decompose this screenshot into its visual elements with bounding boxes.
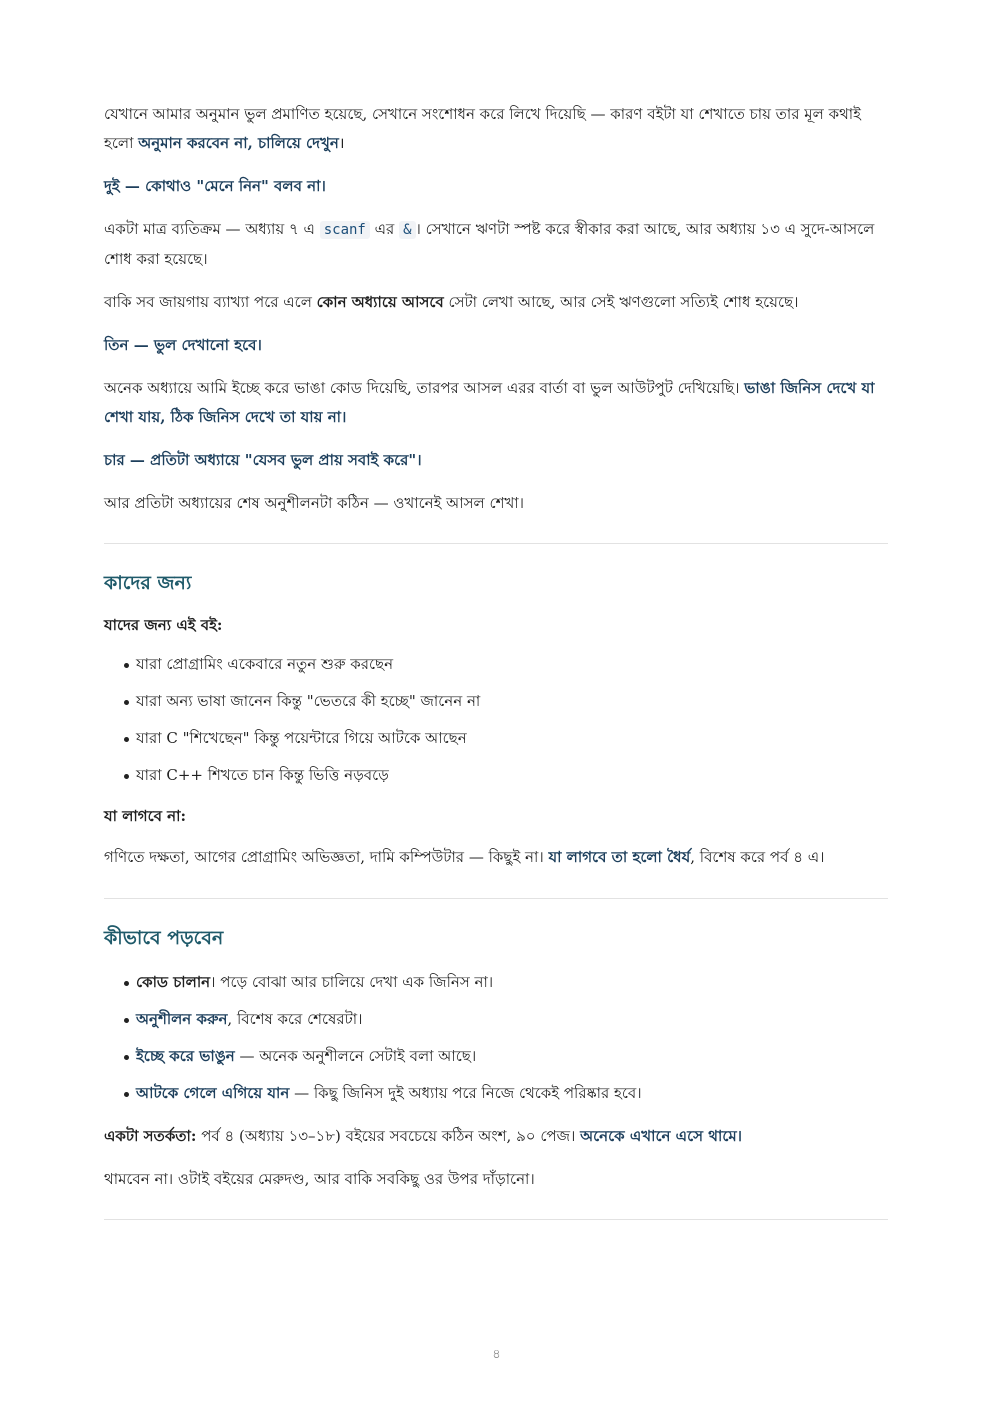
broken-code-emphasis: ভাঙা জিনিস দেখে যা শেখা যায়, ঠিক জিনিস দেখে তা যায় না। xyxy=(104,379,875,426)
tip-bold: অনুশীলন করুন xyxy=(136,1010,228,1028)
intro-end: । xyxy=(338,134,345,152)
broken-code-paragraph xyxy=(104,374,888,432)
list-item: যারা C++ শিখতে চান কিন্তু ভিত্তি নড়বড়ে xyxy=(104,761,888,790)
list-item xyxy=(104,1042,888,1071)
list-item xyxy=(104,1079,888,1108)
exception-paragraph xyxy=(104,215,888,274)
broken-code-text: অনেক অধ্যায়ে আমি ইচ্ছে করে ভাঙা কোড দিয়েছি, তারপর আসল এরর বার্তা বা ভুল আউটপুট দেখিয়েছি। xyxy=(104,379,745,397)
debt-paragraph xyxy=(104,288,888,317)
list-item xyxy=(104,1005,888,1034)
point-four-heading: চার — প্রতিটা অধ্যায়ে "যেসব ভুল প্রায় সবাই করে"। xyxy=(104,451,422,469)
debt-text-b: সেটা লেখা আছে, আর সেই ঋণগুলো সত্যিই শোধ হয়েছে। xyxy=(443,293,799,311)
not-needed-text-a: গণিতে দক্ষতা, আগের প্রোগ্রামিং অভিজ্ঞতা, দামি কম্পিউটার — কিছুই না। xyxy=(104,848,549,866)
exception-text-a: একটা মাত্র ব্যতিক্রম — অধ্যায় ৭ এ xyxy=(104,220,320,238)
tip-text: — অনেক অনুশীলনে সেটাই বলা আছে। xyxy=(234,1047,477,1065)
tip-text: । পড়ে বোঝা আর চালিয়ে দেখা এক জিনিস না। xyxy=(210,973,494,991)
tip-bold: কোড চালান xyxy=(136,973,211,991)
warning-emphasis: অনেকে এখানে এসে থামে। xyxy=(580,1127,743,1145)
warning-label: একটা সতর্কতা: xyxy=(104,1127,197,1145)
list-item: যারা C "শিখেছেন" কিন্তু পয়েন্টারে গিয়ে আটকে আছেন xyxy=(104,724,888,753)
page-number: ৪ xyxy=(492,1347,501,1362)
tip-bold: ইচ্ছে করে ভাঙুন xyxy=(136,1047,235,1065)
section-heading-how-to-read: কীভাবে পড়বেন xyxy=(104,927,224,949)
list-item xyxy=(104,968,888,997)
intro-text: যেখানে আমার অনুমান ভুল প্রমাণিত হয়েছে, সেখানে সংশোধন করে লিখে দিয়েছি — কারণ বইটা যা শেখাতে চায় তার মূল কথাই হলো xyxy=(104,105,861,152)
tip-bold: আটকে গেলে এগিয়ে যান xyxy=(136,1084,290,1102)
exception-text-c: । সেখানে ঋণটা স্পষ্ট করে স্বীকার করা আছে, আর অধ্যায় ১৩ এ সুদে-আসলে শোধ করা হয়েছে। xyxy=(104,220,875,268)
warning-text: পর্ব ৪ (অধ্যায় ১৩–১৮) বইয়ের সবচেয়ে কঠিন অংশ, ৯০ পেজ। xyxy=(196,1127,581,1145)
debt-emphasis: কোন অধ্যায়ে আসবে xyxy=(316,293,444,311)
tip-text: — কিছু জিনিস দুই অধ্যায় পরে নিজে থেকেই পরিষ্কার হবে। xyxy=(289,1084,642,1102)
debt-text-a: বাকি সব জায়গায় ব্যাখ্যা পরে এলে xyxy=(104,293,317,311)
point-three-heading: তিন — ভুল দেখানো হবে। xyxy=(104,336,262,354)
not-needed-text-b: , বিশেষ করে পর্ব ৪ এ। xyxy=(690,848,825,866)
code-ampersand: & xyxy=(399,221,415,239)
intro-paragraph xyxy=(104,100,888,158)
audience-list xyxy=(104,650,888,790)
page-content xyxy=(104,100,888,1220)
tip-text: , বিশেষ করে শেষেরটা। xyxy=(227,1010,363,1028)
for-whom-label: যাদের জন্য এই বই: xyxy=(104,616,223,634)
point-two-heading: দুই — কোথাও "মেনে নিন" বলব না। xyxy=(104,177,326,195)
divider xyxy=(104,543,888,544)
exercise-paragraph: আর প্রতিটা অধ্যায়ের শেষ অনুশীলনটা কঠিন — ওখানেই আসল শেখা। xyxy=(104,494,525,512)
list-item: যারা অন্য ভাষা জানেন কিন্তু "ভেতরে কী হচ্ছে" জানেন না xyxy=(104,687,888,716)
divider xyxy=(104,898,888,899)
not-needed-label: যা লাগবে না: xyxy=(104,807,187,825)
not-needed-emphasis: যা লাগবে তা হলো ধৈর্য xyxy=(548,848,691,866)
section-heading-audience: কাদের জন্য xyxy=(104,572,192,594)
code-scanf: scanf xyxy=(320,221,370,239)
not-needed-paragraph xyxy=(104,843,888,872)
how-to-read-list xyxy=(104,968,888,1108)
warning-paragraph xyxy=(104,1122,888,1151)
exception-text-b: এর xyxy=(369,220,400,238)
intro-emphasis: অনুমান করবেন না, চালিয়ে দেখুন xyxy=(138,134,339,152)
list-item: যারা প্রোগ্রামিং একেবারে নতুন শুরু করছেন xyxy=(104,650,888,679)
divider xyxy=(104,1219,888,1220)
closing-paragraph: থামবেন না। ওটাই বইয়ের মেরুদণ্ড, আর বাকি সবকিছু ওর উপর দাঁড়ানো। xyxy=(104,1170,535,1188)
